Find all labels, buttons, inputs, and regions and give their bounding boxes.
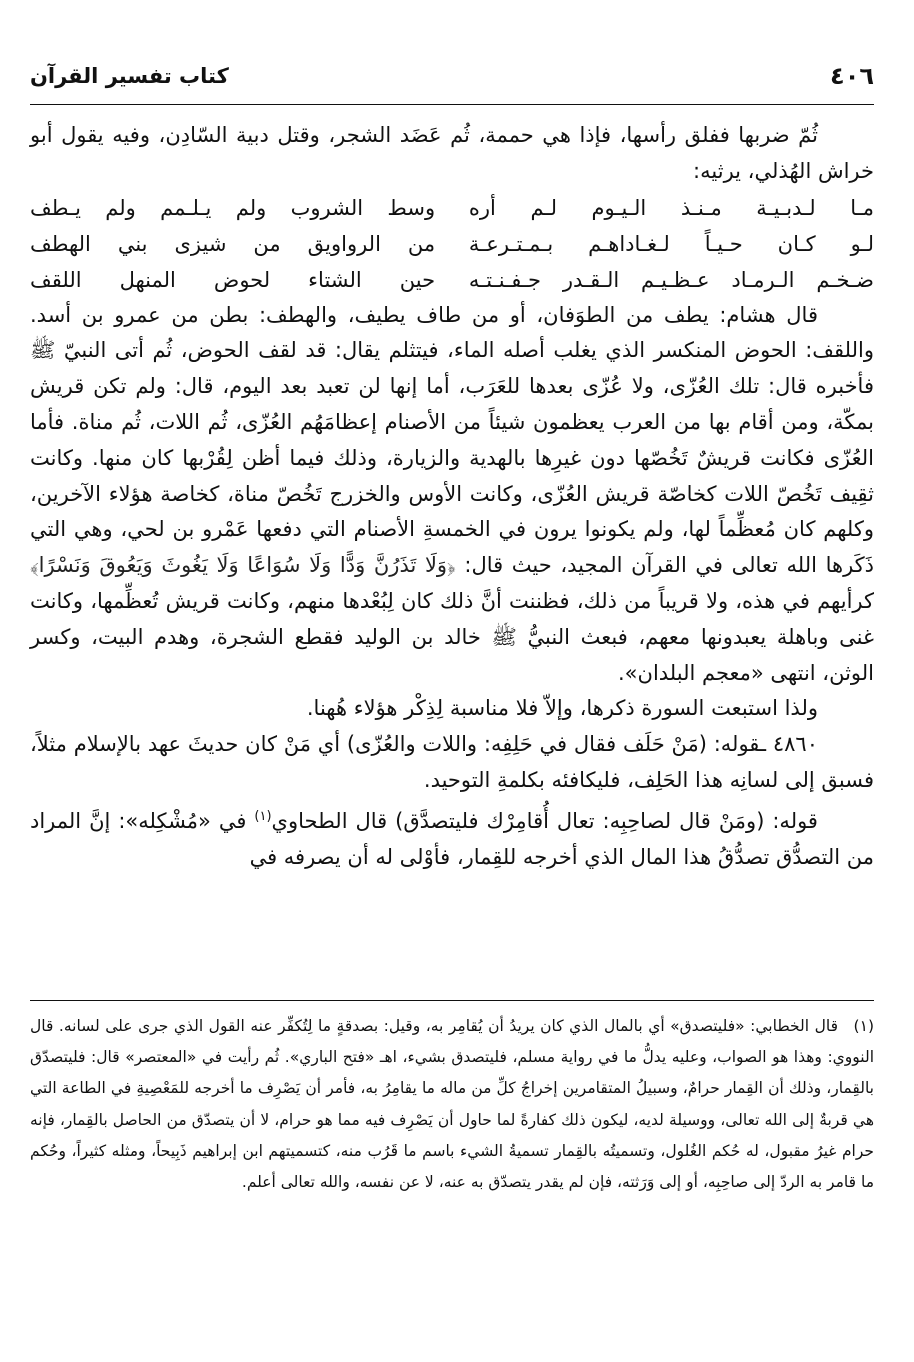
poem-hemistich-second: وسط الشروب ولم يـلـمم ولم يـطف [30,195,436,220]
main-text [30,118,874,875]
paragraph-tahawi-text: قوله: (ومَنْ قال لصاحِبِه: تعال أُقامِرْك فليتصدَّق) قال الطحاوي [271,808,818,833]
paragraph-commentary-end: كرأيهم في هذه، ولا قريباً من ذلك، فظننت أنَّ ذلك كان لِبُعْدها منهم، وكانت قريش تُعظِّمها، وكانت غنى وباهلة يعبدونها معهم، فبعث النبيُّ ﷺ خالد بن الوليد فقطع الشجرة، وهدم البيت، وكسر الوثن، انتهى «معجم البلدان». [30,588,874,685]
footnote-reference[interactable]: (١) [254,808,272,824]
paragraph-tahawi [30,799,874,876]
footnotes [30,1000,874,1198]
paragraph-commentary-text: قال هشام: يطف من الطوَفان، أو من طاف يطيف، والهطف: بطن من عمرو بن أسد. واللقف: الحوض المنكسر الذي يغلب أصله الماء، فيتثلم يقال: قد لقف الحوض، ثُم أتى النبيّ ﷺ فأخبره قال: تلك العُزّى، ولا عُزّى بعدها للعَرَب، أما إنها لن تعبد بعد اليوم، قال: ولم تكن قريش بمكّة، ومن أقام بها من العرب يعظمون شيئاً من الأصنام إعظامَهُم العُزّى، ثُم اللات، ثُم مناة. فأما العُزّى فكانت قريشٌ تَخُصّها دون غيرِها بالهدية والزيارة، وذلك فيما أظن لِقُرْبها كان منها. وكانت ثقِيف تَخُصّ اللات كخاصّة قريش العُزّى، وكانت الأوس والخزرج تَخُصّ مناة، كخاصة هؤلاء الآخرين، وكلهم كان مُعظِّماً لها، ولم يكونوا يرون في الخمسةِ الأصنام التي دفعها عَمْرو بن لحي، وهي التي ذَكَرها الله تعالى في القرآن المجيد، حيث قال: [30,302,875,578]
footnote-text: قال الخطابي: «فليتصدق» أي بالمال الذي كان يريدُ أن يُقامِر به، وقيل: بصدقةٍ ما لِتُكفِّر عنه القول الذي جرى على لسانه. قال النووي: وهذا هو الصواب، وعليه يدلُّ ما في رواية مسلم، فليتصدق بشيء، اهـ «فتح الباري». ثُم رأيت في «المعتصر» قال: فليتصدّق بالقِمار، وذلك أن القِمار حرامٌ، وسبيلُ المتقامرين إخراجُ كلِّ من ماله ما يقامِرُ به، فأمر أن يَصْرِف ما أخرجه للمَعْصِيةِ في الطاعة التي هي قربةٌ إلى الله تعالى، ووسيلة لديه، ليكون ذلك كفارةً لما حاول أن يَصْرِف فيه مما هو حرام، لا أن يتصدّق من الحاصل بالقِمار، فإنه حرام غيرُ مقبول، له حُكم الغُلول، وتسميتُه بالقِمار تسميةُ الشيء باسم ما قَرُب منه، كتسميتهم ابن إبراهيم ذَبِيحاً، ومثله كثيراً، وحُكم ما قامر به الردّ إلى صاحِبِه، أو إلى وَرَثته، فإن لم يقدر يتصدّق به عنه، لا عن نفسه، والله تعالى أعلم. [30,1017,874,1192]
paragraph-opening: ثُمّ ضربها ففلق رأسها، فإذا هي حممة، ثُم عَضَد الشجر، وقتل دبية السّادِن، وفيه يقول أبو خراش الهُذلي، يرثيه: [30,123,874,183]
page-header [30,60,874,105]
running-title: كتاب تفسير القرآن [30,64,229,88]
poem-hemistich-first: ضـخـم الـرمـاد عـظـيـم الـقـدر جـفـنـتـه [468,267,874,292]
poem-line [30,262,874,298]
paragraph-tahawi-end: في «مُشْكِله»: إنَّ المراد من التصدُّق تصدُّقُ هذا المال الذي أخرجه للقِمار، فأوْلى له أن يصرفه في [30,808,874,869]
paragraph-note: ولذا استبعت السورة ذكرها، وإلاّ فلا مناسبة لِذِكْر هؤلاء هُهنا. [306,696,818,721]
paragraph-commentary [30,298,874,692]
poem-hemistich-second: من الرواويق من شيزى بني الهطف [30,231,436,256]
page-number: ٤٠٦ [830,62,874,90]
quran-verse: ﴿وَلَا تَذَرُنَّ وَدًّا وَلَا سُوَاعًا وَلَا يَغُوثَ وَيَعُوقَ وَنَسْرًا﴾ [30,553,456,578]
paragraph-hadith-4860: ٤٨٦٠ ـقوله: (مَنْ حَلَف فقال في حَلِفِه: واللات والعُزّى) أي مَنْ كان حديثَ عهد بالإسلام مثلاً، فسبق إلى لسانِه هذا الحَلِف، فليكافئه بكلمةِ التوحيد. [30,732,874,792]
poem-hemistich-first: لـو كـان حـيـاً لـغـاداهـم بـمـتـرعـة [468,231,874,256]
poem-hemistich-second: حين الشتاء لحوض المنهل اللقف [30,267,436,292]
poem-hemistich-first: مـا لـدبـيـة مـنـذ الـيـوم لـم أره [468,195,874,220]
footnote-number: (١) [853,1017,874,1035]
poem-line [30,226,874,262]
poem-line [30,190,874,226]
poem [30,190,874,298]
